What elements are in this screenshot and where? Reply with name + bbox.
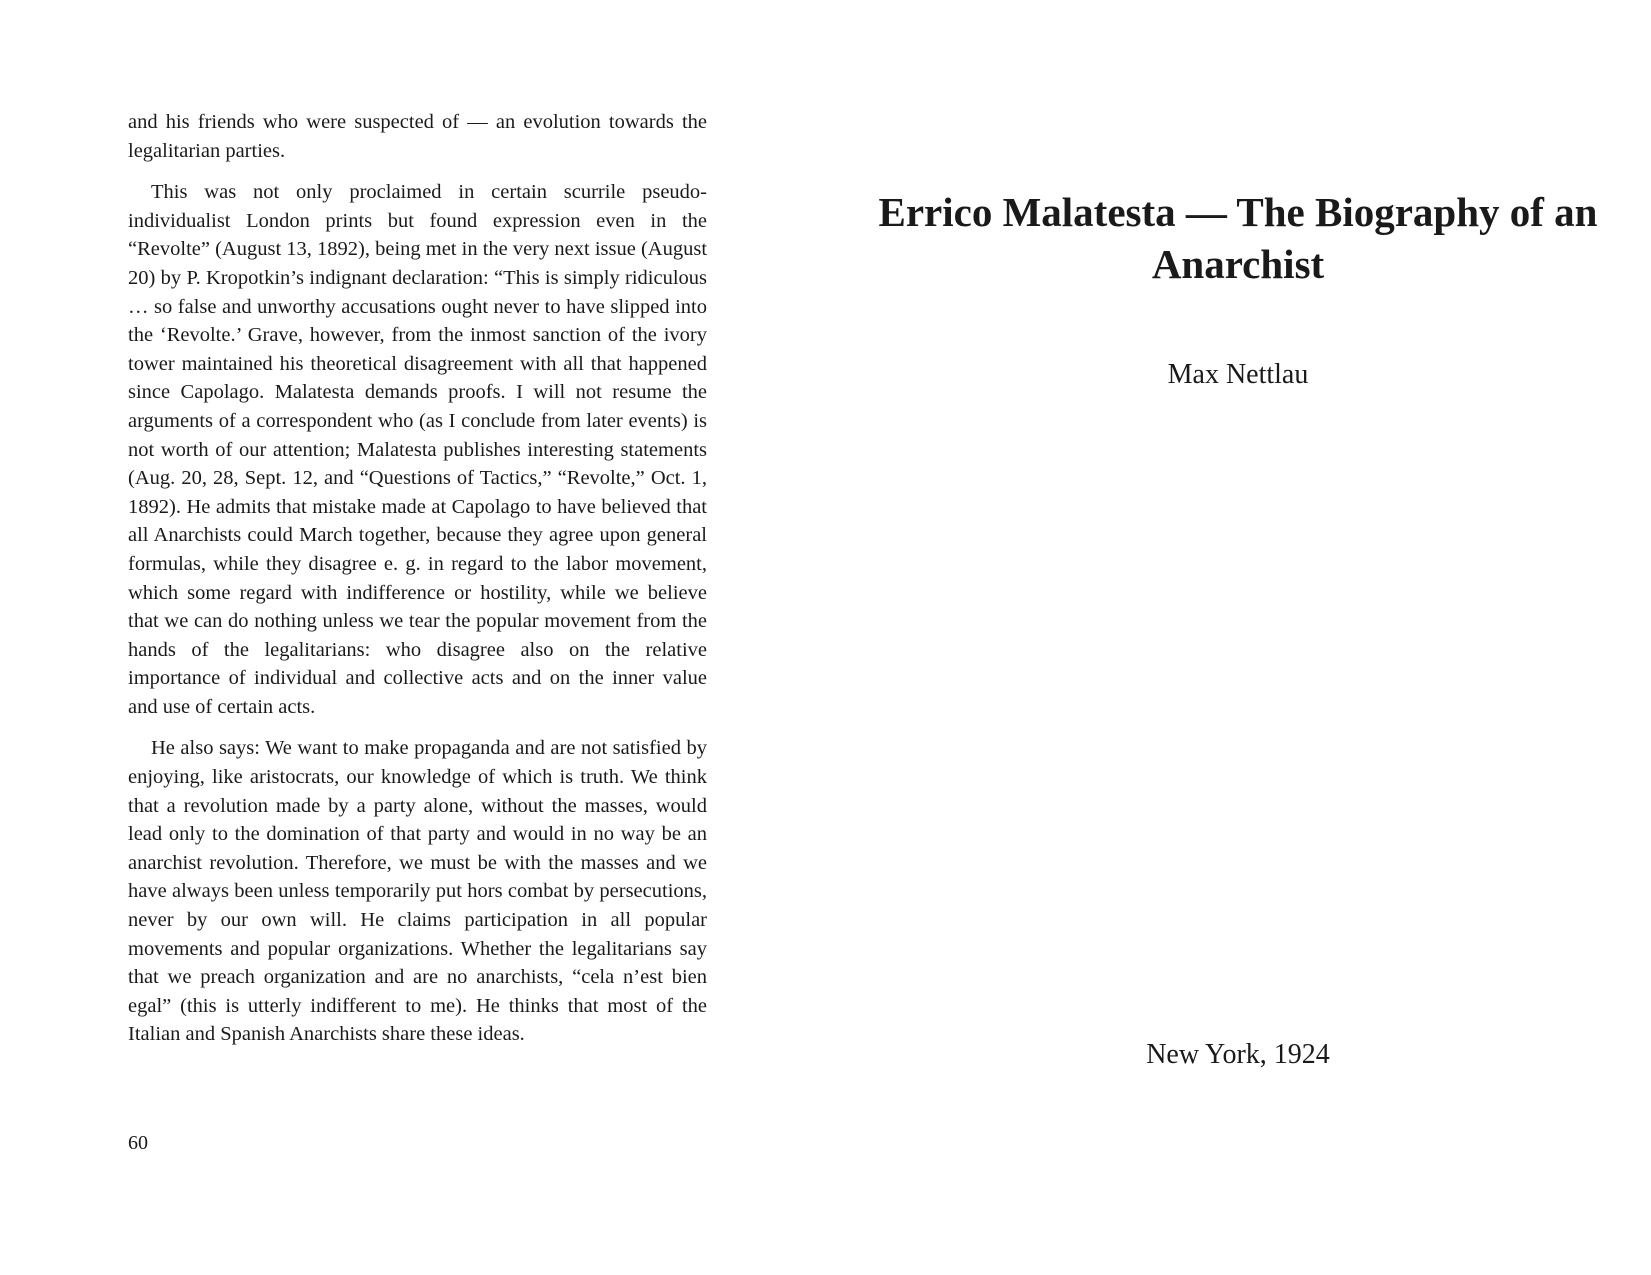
page-number: 60 — [128, 1132, 148, 1154]
author-name: Max Nettlau — [1167, 359, 1309, 390]
paragraph-1: and his friends who were suspected of — an evolution towards the legalitarian parties. — [128, 111, 707, 162]
publication-place-year: New York, 1924 — [1146, 1039, 1330, 1070]
left-page — [0, 0, 825, 1275]
book-title: Errico Malatesta — The Biography of an Anarchist — [878, 189, 1598, 287]
body-text — [128, 108, 707, 1062]
paragraph-2: This was not only proclaimed in certain scurrile pseudo-individualist London prints but found expression even in the “Revolte” (August 13, 1892), being met in the very next issue (August 20) by P. Kropotkin’s indignant declaration: “This is simply ridiculous … so false and unworthy accusations ought never to have slipped into the ‘Revolte.’ Grave, however, from the inmost sanction of the ivory tower maintained his theoretical disagreement with all that happened since Capolago. Malatesta demands proofs. I will not resume the arguments of a correspondent who (as I conclude from later events) is not worth of our attention; Malatesta publishes interesting statements (Aug. 20, 28, Sept. 12, and “Questions of Tactics,” “Revolte,” Oct. 1, 1892). He admits that mistake made at Capolago to have believed that all Anarchists could March together, because they agree upon general formulas, while they disagree e. g. in regard to the labor movement, which some regard with indifference or hostility, while we believe that we can do nothing unless we tear the popular movement from the hands of the legalitarians: who disagree also on the relative importance of individual and collective acts and on the inner value and use of certain acts. — [128, 181, 708, 718]
paragraph-3: He also says: We want to make propaganda and are not satisfied by enjoying, like aristocrats, our knowledge of which is truth. We think that a revolution made by a party alone, without the masses, would lead only to the domination of that party and would in no way be an anarchist revolution. Therefore, we must be with the masses and we have always been unless temporarily put hors combat by persecutions, never by our own will. He claims participation in all popular movements and popular organizations. Whether the legalitarians say that we preach organization and are no anarchists, “cela n’est bien egal” (this is utterly indifferent to me). He thinks that most of the Italian and Spanish Anarchists share these ideas. — [128, 737, 707, 1046]
right-page-title-page — [825, 0, 1651, 1275]
